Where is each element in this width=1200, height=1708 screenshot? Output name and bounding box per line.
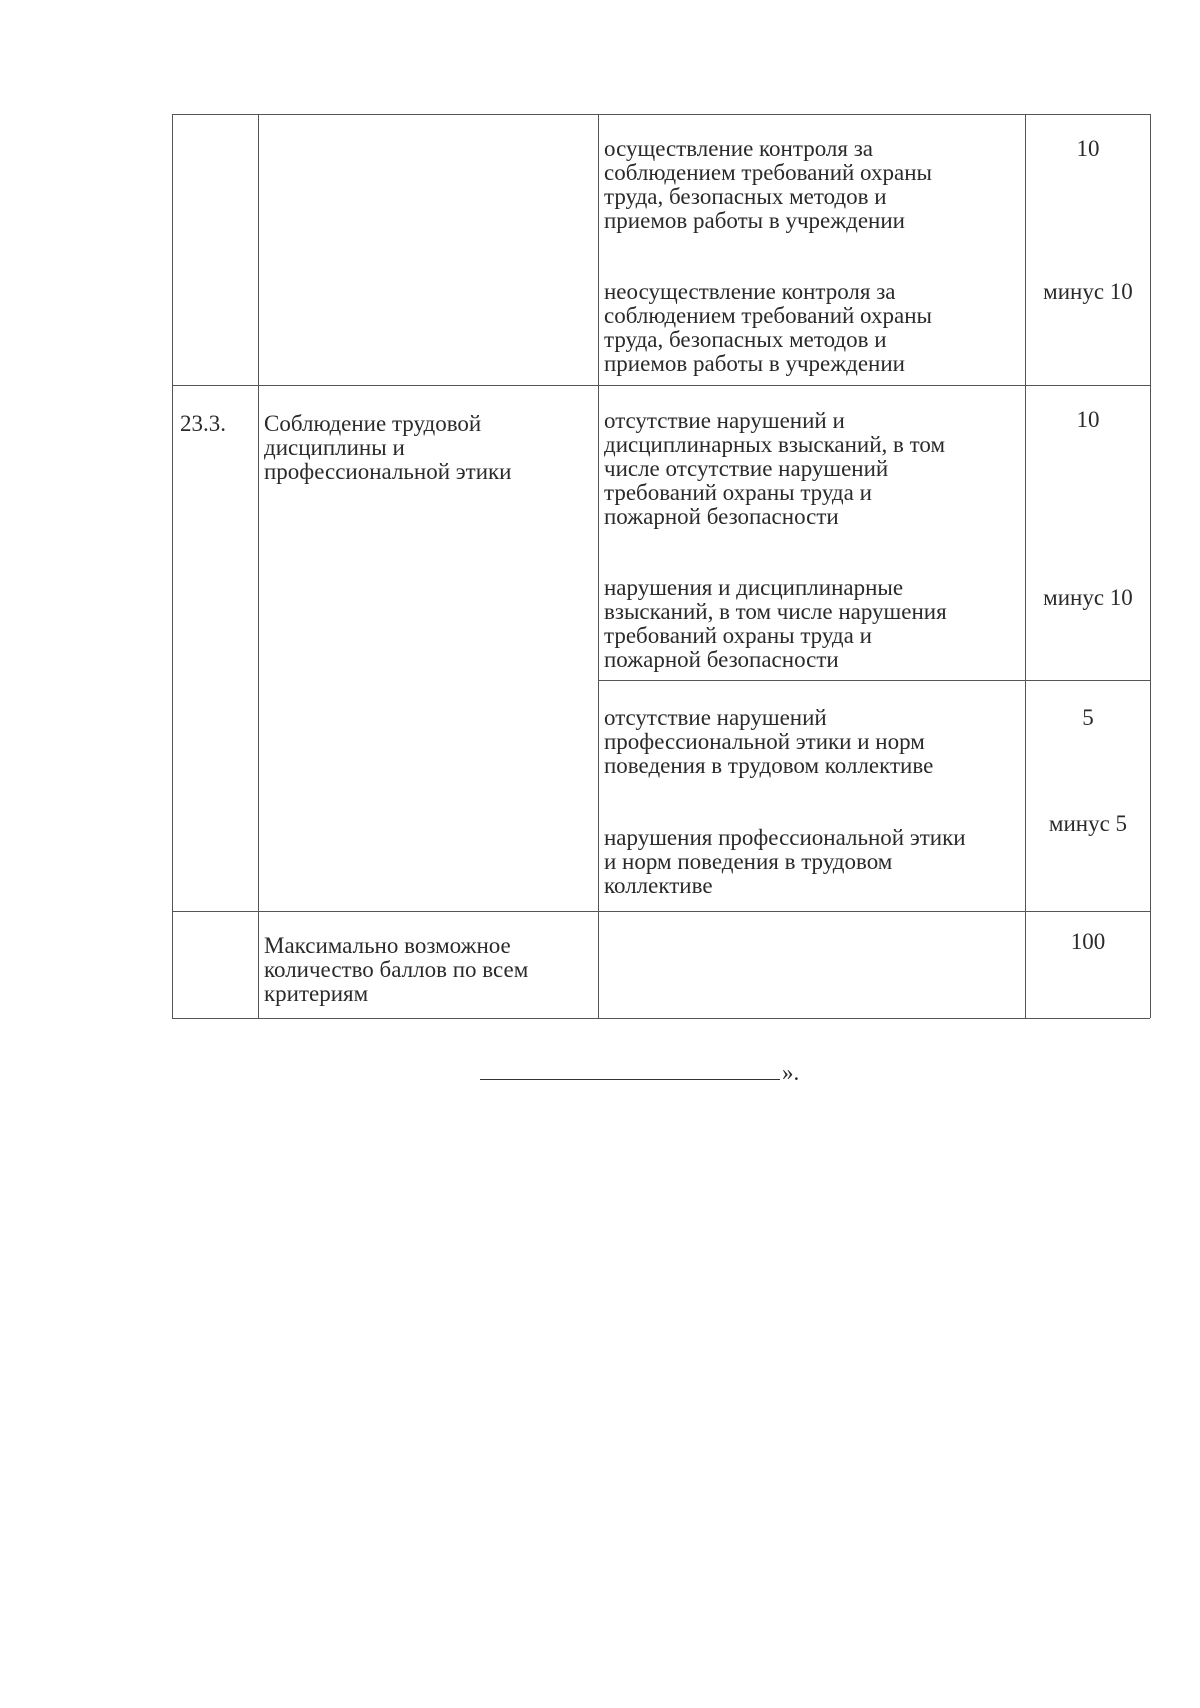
indicator-text: нарушения и дисциплинарные взысканий, в том числе нарушения требований охраны труда и пожарной безопасности (604, 575, 947, 672)
score-value: 5 (1082, 705, 1094, 730)
indicator-text: нарушения профессиональной этики и норм поведения в трудовом коллективе (604, 825, 966, 898)
table-border-left (172, 114, 173, 1018)
score-value: минус 10 (1043, 279, 1133, 304)
table-border-row1 (172, 385, 1150, 386)
indicator-text: отсутствие нарушений и дисциплинарных взысканий, в том числе отсутствие нарушений требований охраны труда и пожарной безопасности (604, 408, 946, 529)
score-value: 100 (1070, 929, 1106, 954)
closing-mark (480, 1060, 799, 1086)
indicator-text: неосуществление контроля за соблюдением требований охраны труда, безопасных методов и приемов работы в учреждении (604, 279, 932, 376)
table-border-row2 (172, 911, 1150, 912)
criterion-number: 23.3. (180, 411, 226, 436)
score-value: минус 5 (1048, 811, 1128, 836)
table-border-bottom (172, 1018, 1150, 1019)
indicator-text: отсутствие нарушений профессиональной этики и норм поведения в трудовом коллективе (604, 705, 934, 778)
score-value: минус 10 (1043, 585, 1133, 610)
table-border-top (172, 114, 1150, 115)
closing-quote: ». (782, 1060, 800, 1085)
signature-line (480, 1069, 780, 1080)
score-value: 10 (1076, 136, 1100, 161)
score-value: 10 (1076, 407, 1100, 432)
table-border-right (1150, 114, 1151, 1018)
criterion-name: Максимально возможное количество баллов по всем критериям (264, 933, 529, 1006)
table-border-col2 (598, 114, 599, 1018)
indicator-text: осуществление контроля за соблюдением требований охраны труда, безопасных методов и приемов работы в учреждении (604, 136, 932, 233)
criterion-name: Соблюдение трудовой дисциплины и профессиональной этики (264, 411, 512, 484)
table-border-sub (598, 680, 1150, 681)
table-border-col3 (1025, 114, 1026, 1018)
table-border-col1 (258, 114, 259, 1018)
